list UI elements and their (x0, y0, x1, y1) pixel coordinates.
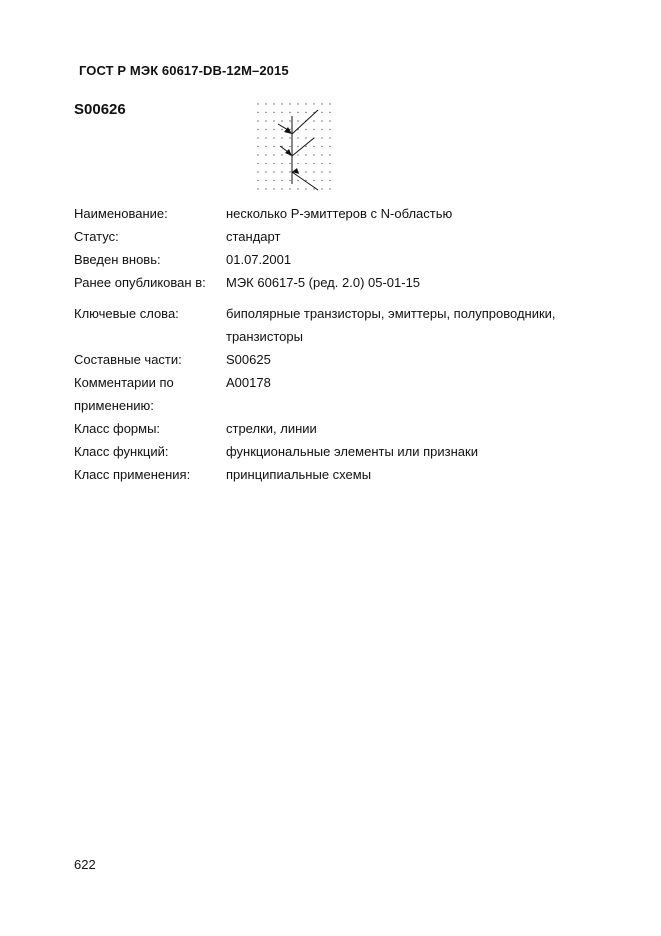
grid-dot (281, 180, 282, 181)
grid-dot (265, 154, 266, 155)
grid-dot (257, 129, 258, 130)
grid-dot (321, 154, 322, 155)
grid-dot (281, 171, 282, 172)
grid-dot (329, 171, 330, 172)
grid-dot (289, 171, 290, 172)
grid-dot (289, 163, 290, 164)
grid-dot (297, 103, 298, 104)
grid-dot (305, 154, 306, 155)
grid-dot (273, 137, 274, 138)
grid-dot (273, 120, 274, 121)
document-header: ГОСТ Р МЭК 60617-DB-12M–2015 (79, 63, 289, 78)
grid-dot (305, 163, 306, 164)
field-value-line: транзисторы (226, 329, 303, 344)
symbol-code: S00626 (74, 101, 126, 118)
grid-dot (265, 112, 266, 113)
multiple-p-emitters-symbol-icon (250, 96, 340, 196)
grid-dot (313, 120, 314, 121)
grid-dot (281, 154, 282, 155)
grid-dot (329, 129, 330, 130)
grid-dot (273, 188, 274, 189)
field-previously-published (74, 271, 594, 294)
grid-dot (313, 103, 314, 104)
field-application-class (74, 463, 594, 486)
grid-dot (289, 137, 290, 138)
field-list (74, 202, 594, 486)
emitter-line-1 (292, 110, 318, 134)
grid-dot (273, 171, 274, 172)
grid-dot (321, 171, 322, 172)
grid-dot (329, 112, 330, 113)
field-label: Наименование: (74, 206, 168, 221)
grid-dot (289, 188, 290, 189)
field-value: 01.07.2001 (226, 252, 292, 267)
grid-dot (281, 120, 282, 121)
grid-dot (257, 112, 258, 113)
field-value: стандарт (226, 229, 281, 244)
grid-dot (265, 180, 266, 181)
grid-dot (265, 171, 266, 172)
field-status (74, 225, 594, 248)
field-label (74, 371, 226, 417)
grid-dot (257, 146, 258, 147)
grid-dot (265, 146, 266, 147)
field-label: Ключевые слова: (74, 306, 179, 321)
field-value: МЭК 60617-5 (ред. 2.0) 05-01-15 (226, 275, 421, 290)
grid-dot (321, 146, 322, 147)
grid-dot (321, 112, 322, 113)
grid-dot (305, 137, 306, 138)
grid-dot (257, 171, 258, 172)
grid-dot (313, 188, 314, 189)
grid-dot (289, 112, 290, 113)
grid-dot (321, 120, 322, 121)
field-label: Класс функций: (74, 444, 169, 459)
grid-dot (297, 112, 298, 113)
field-introduced (74, 248, 594, 271)
grid-dot (329, 188, 330, 189)
field-label: Класс формы: (74, 421, 161, 436)
field-value: принципиальные схемы (226, 467, 372, 482)
grid-dot (281, 103, 282, 104)
grid-dot (273, 112, 274, 113)
grid-dot (329, 180, 330, 181)
grid-dot (265, 188, 266, 189)
field-value (226, 302, 594, 348)
grid-dot (265, 137, 266, 138)
grid-dot (297, 120, 298, 121)
grid-dot (257, 120, 258, 121)
emitter-line-2 (292, 138, 314, 156)
grid-dot (265, 120, 266, 121)
grid-dot (273, 146, 274, 147)
grid-dot (273, 163, 274, 164)
field-label-line: применению: (74, 398, 154, 413)
field-components (74, 348, 594, 371)
grid-dot (321, 137, 322, 138)
grid-dot (265, 103, 266, 104)
field-value-line: биполярные транзисторы, эмиттеры, полупроводники, (226, 306, 556, 321)
grid-dot (329, 163, 330, 164)
grid-dot (265, 129, 266, 130)
grid-dot (281, 137, 282, 138)
grid-dots (257, 103, 330, 189)
grid-dot (313, 154, 314, 155)
grid-dot (265, 163, 266, 164)
grid-dot (297, 154, 298, 155)
field-keywords (74, 302, 594, 348)
grid-dot (321, 163, 322, 164)
grid-dot (313, 129, 314, 130)
grid-dot (273, 103, 274, 104)
grid-dot (305, 112, 306, 113)
field-application-notes (74, 371, 594, 417)
grid-dot (321, 180, 322, 181)
grid-dot (281, 112, 282, 113)
grid-dot (329, 146, 330, 147)
field-label: Введен вновь: (74, 252, 161, 267)
grid-dot (289, 180, 290, 181)
grid-dot (321, 103, 322, 104)
field-value: S00625 (226, 352, 271, 367)
arrow-tail-1 (278, 124, 288, 130)
grid-dot (289, 103, 290, 104)
field-value: стрелки, линии (226, 421, 317, 436)
grid-dot (297, 163, 298, 164)
grid-dot (305, 171, 306, 172)
field-label: Ранее опубликован в: (74, 275, 206, 290)
grid-dot (257, 137, 258, 138)
field-label: Класс применения: (74, 467, 191, 482)
field-shape-class (74, 417, 594, 440)
grid-dot (329, 137, 330, 138)
field-function-class (74, 440, 594, 463)
grid-dot (297, 188, 298, 189)
grid-dot (281, 188, 282, 189)
grid-dot (305, 103, 306, 104)
grid-dot (289, 146, 290, 147)
field-value: функциональные элементы или признаки (226, 444, 478, 459)
grid-dot (273, 180, 274, 181)
grid-dot (305, 146, 306, 147)
field-label: Составные части: (74, 352, 182, 367)
grid-dot (257, 180, 258, 181)
grid-dot (257, 163, 258, 164)
grid-dot (257, 103, 258, 104)
grid-dot (313, 180, 314, 181)
grid-dot (313, 163, 314, 164)
grid-dot (321, 129, 322, 130)
grid-dot (273, 154, 274, 155)
page-number: 622 (74, 857, 96, 872)
grid-dot (305, 129, 306, 130)
grid-dot (257, 154, 258, 155)
field-label: Статус: (74, 229, 119, 244)
grid-dot (329, 103, 330, 104)
grid-dot (305, 188, 306, 189)
grid-dot (313, 146, 314, 147)
grid-dot (289, 120, 290, 121)
field-label-line: Комментарии по (74, 375, 174, 390)
grid-dot (321, 188, 322, 189)
grid-dot (313, 171, 314, 172)
grid-dot (297, 180, 298, 181)
grid-dot (329, 120, 330, 121)
grid-dot (257, 188, 258, 189)
field-value: A00178 (226, 375, 271, 390)
grid-dot (281, 129, 282, 130)
grid-dot (329, 154, 330, 155)
arrow-tail-2 (280, 146, 288, 152)
field-name (74, 202, 594, 225)
field-value: несколько Р-эмиттеров с N-областью (226, 206, 453, 221)
grid-dot (297, 137, 298, 138)
grid-dot (281, 163, 282, 164)
grid-dot (273, 129, 274, 130)
grid-dot (297, 146, 298, 147)
